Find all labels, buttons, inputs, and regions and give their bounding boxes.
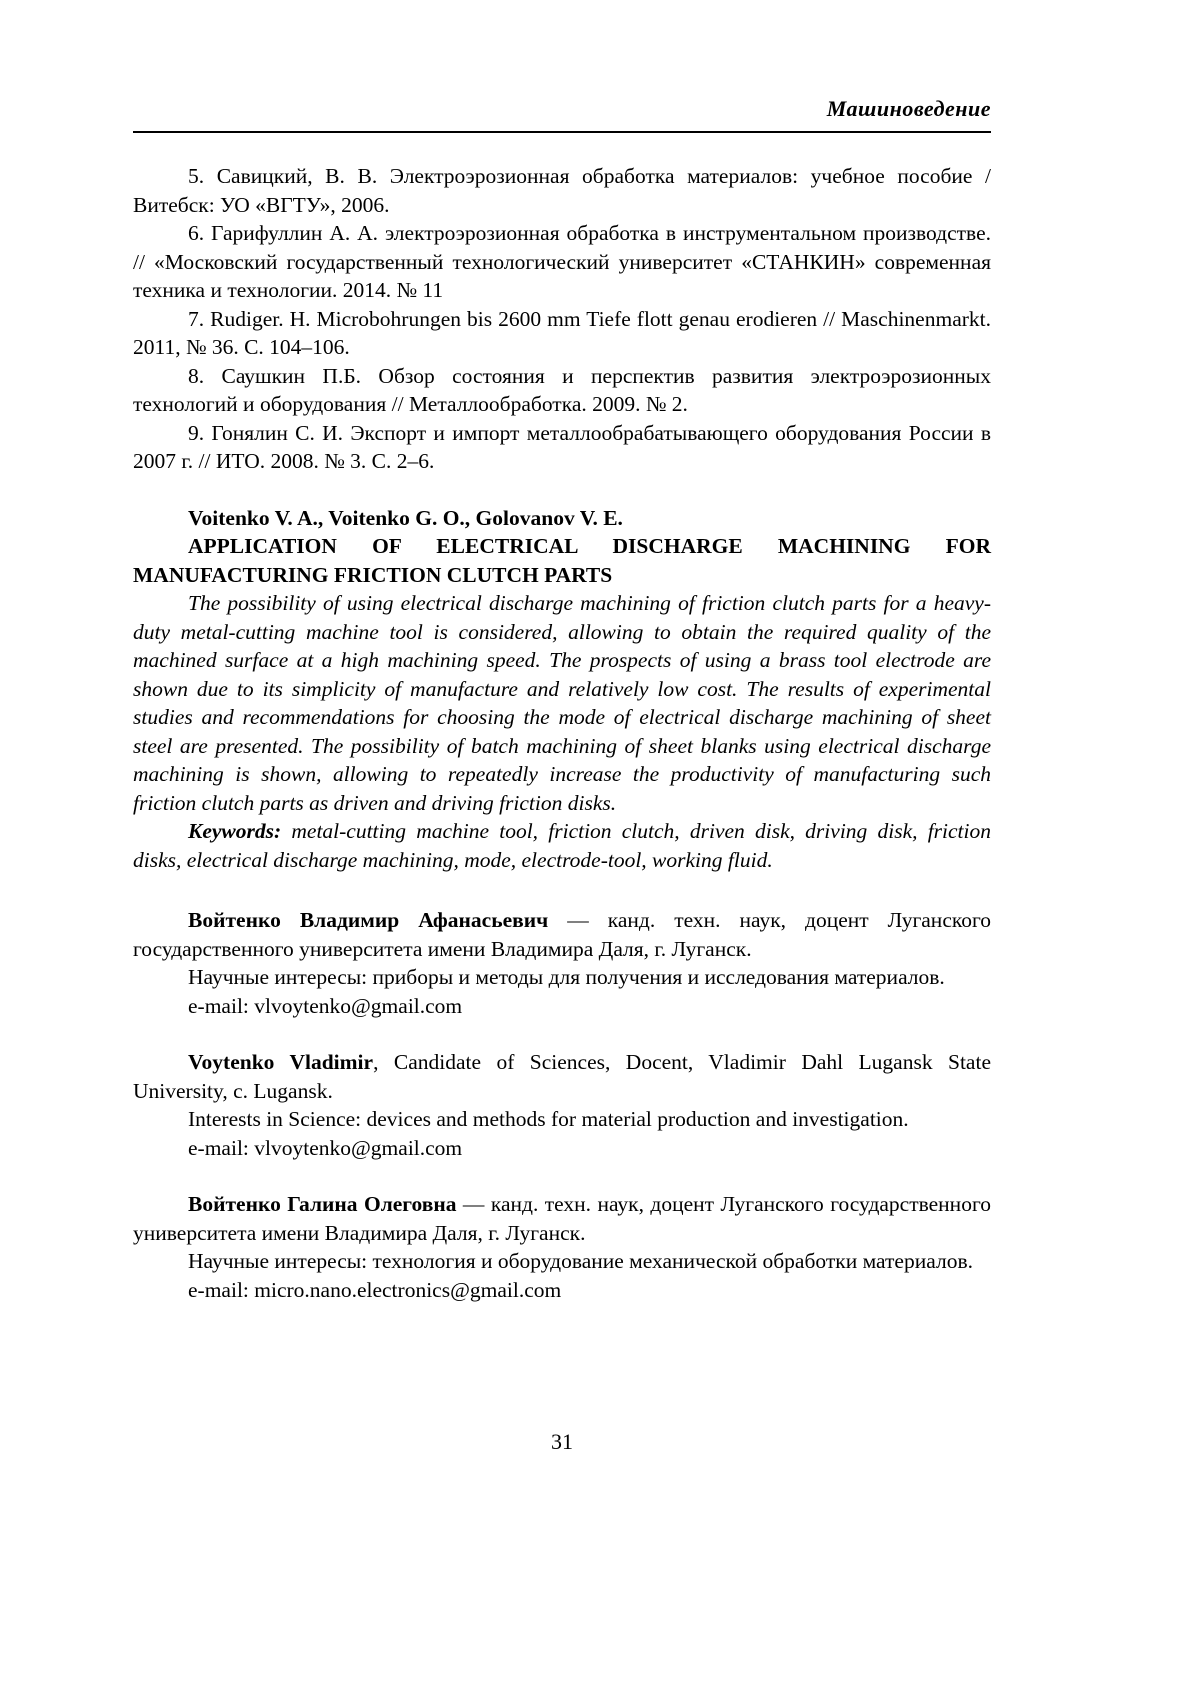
article-authors: Voitenko V. A., Voitenko G. O., Golovanov V. E.: [188, 505, 623, 530]
reference-item-9: 9. Гонялин С. И. Экспорт и импорт металлообрабатывающего оборудования России в 2007 г. // ИТО. 2008. № 3. С. 2–6.: [133, 420, 991, 474]
running-header-title: Машиноведение: [826, 96, 991, 121]
bio-affiliation: — канд. техн. наук, доцент Луганского государственного университета имени Владимира Даля, г. Луганск.: [133, 908, 991, 961]
reference-item-5: 5. Савицкий, В. В. Электроэрозионная обработка материалов: учебное пособие / Витебск: УО «ВГТУ», 2006.: [133, 164, 991, 217]
bio-interests: Научные интересы: технология и оборудование механической обработки материалов.: [188, 1249, 973, 1274]
bio-affiliation: — канд. техн. наук, доцент Луганского государственного университета имени Владимира Даля, г. Луганск.: [133, 1192, 991, 1245]
article-title: APPLICATION OF ELECTRICAL DISCHARGE MACHINING FOR MANUFACTURING FRICTION CLUTCH PARTS: [133, 534, 991, 587]
header-rule: [133, 131, 991, 133]
bio-heading: [133, 1048, 991, 1105]
page-number: 31: [551, 1429, 573, 1454]
author-bio-voytenko-vladimir-en: [133, 1048, 991, 1162]
bio-name: Войтенко Галина Олеговна: [188, 1192, 457, 1217]
bio-affiliation: , Candidate of Sciences, Docent, Vladimir Dahl Lugansk State University, c. Lugansk.: [133, 1050, 991, 1103]
article-abstract: The possibility of using electrical discharge machining of friction clutch parts for a heavy-duty metal-cutting machine tool is considered, allowing to obtain the required quality of the machined surface at a high machining speed. The prospects of using a brass tool electrode are shown due to its simplicity of manufacture and relatively low cost. The results of experimental studies and recommendations for choosing the mode of electrical discharge machining of sheet steel are presented. The possibility of batch machining of sheet blanks using electrical discharge machining is shown, allowing to repeatedly increase the productivity of manufacturing such friction clutch parts as driven and driving friction disks.: [133, 591, 991, 815]
keywords-label: Keywords:: [188, 819, 282, 844]
bio-interests: Interests in Science: devices and methods for material production and investigation.: [188, 1107, 909, 1132]
author-bio-voitenko-galina-ru: [133, 1190, 991, 1304]
references-list: [133, 162, 991, 476]
bio-email: e-mail: vlvoytenko@gmail.com: [188, 993, 463, 1018]
article-summary-block: [133, 504, 991, 875]
bio-email: e-mail: micro.nano.electronics@gmail.com: [188, 1277, 562, 1302]
bio-interests: Научные интересы: приборы и методы для получения и исследования материалов.: [188, 965, 945, 990]
keywords-text: metal-cutting machine tool, friction clutch, driven disk, driving disk, friction disks, electrical discharge machining, mode, electrode-tool, working fluid.: [133, 819, 991, 872]
author-bio-voitenko-vladimir-ru: [133, 906, 991, 1020]
bio-name: Voytenko Vladimir: [188, 1050, 374, 1075]
bio-name: Войтенко Владимир Афанасьевич: [188, 908, 549, 933]
reference-item-7: 7. Rudiger. H. Microbohrungen bis 2600 mm Tiefe flott genau erodieren // Maschinenmarkt. 2011, № 36. С. 104–106.: [133, 306, 991, 360]
bio-heading: [133, 906, 991, 963]
page-content: [133, 96, 991, 1304]
bio-email: e-mail: vlvoytenko@gmail.com: [188, 1135, 463, 1160]
article-keywords: [133, 817, 991, 874]
bio-heading: [133, 1190, 991, 1247]
reference-item-8: 8. Саушкин П.Б. Обзор состояния и перспектив развития электроэрозионных технологий и оборудования // Металлообработка. 2009. № 2.: [133, 363, 991, 417]
reference-item-6: 6. Гарифуллин А. А. электроэрозионная обработка в инструментальном производстве. // «Московский государственный технологический университет «СТАНКИН» современная техника и технологии. 2014. № 11: [133, 221, 991, 303]
